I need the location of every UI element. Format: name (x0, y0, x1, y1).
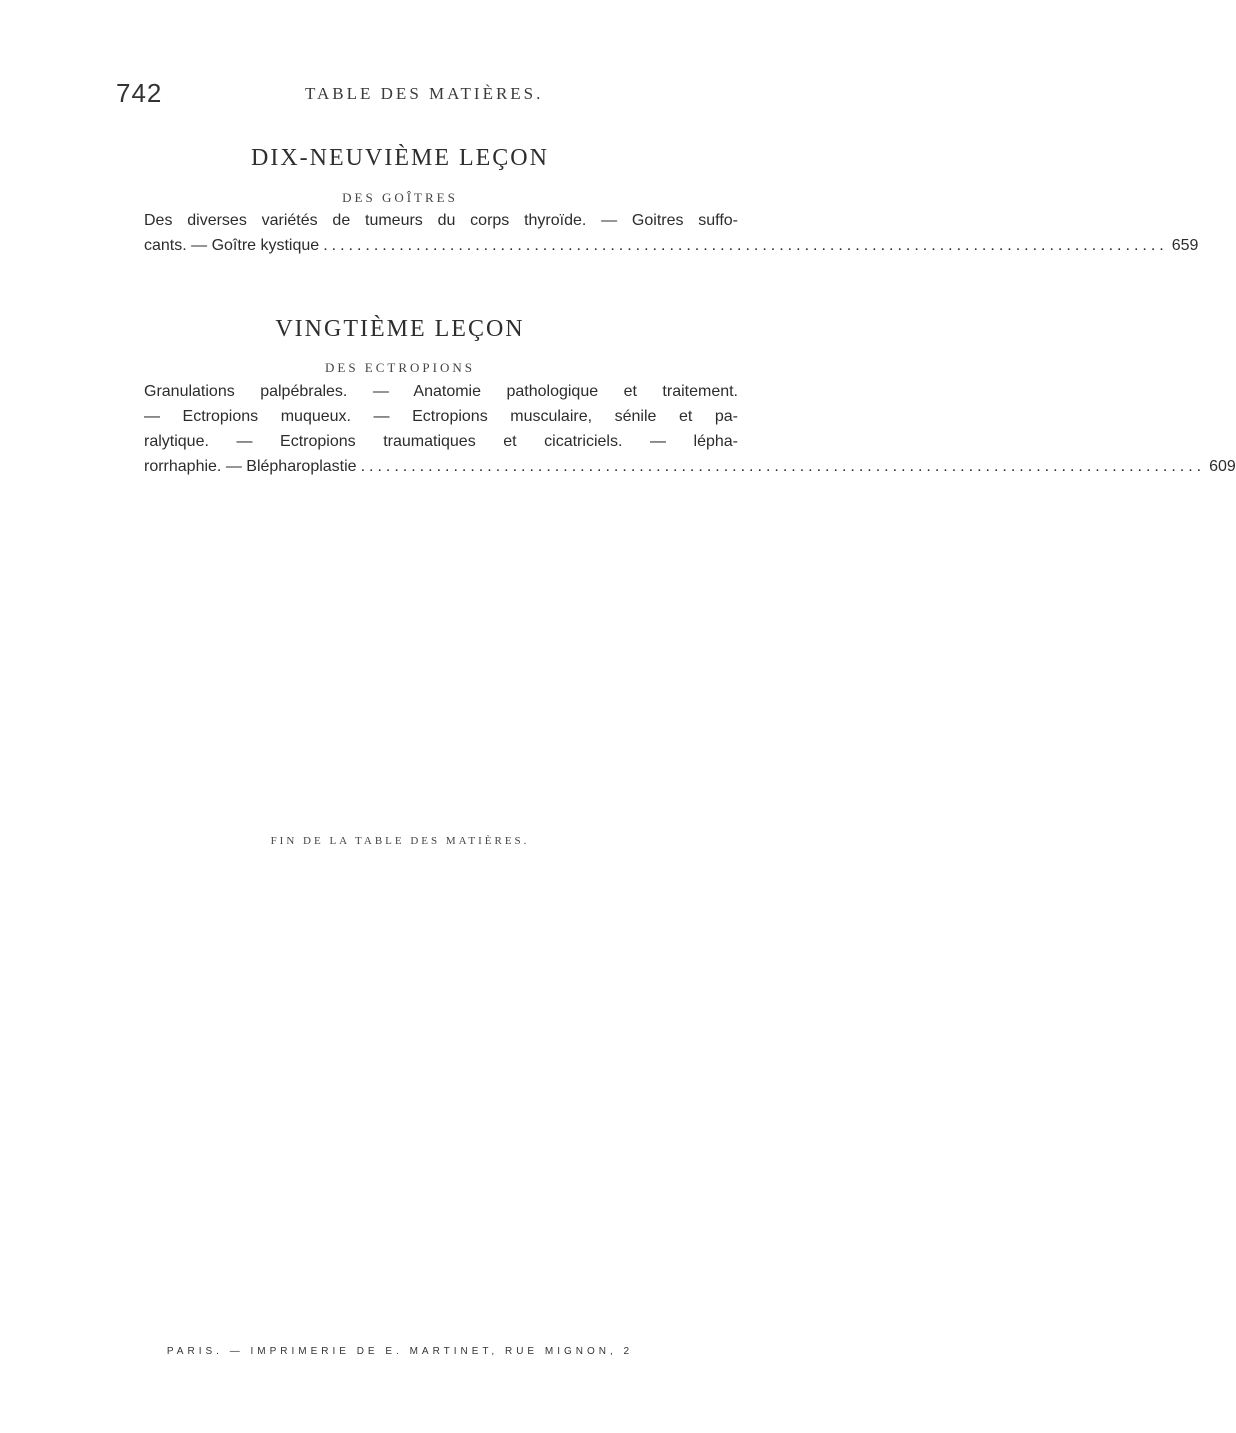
toc-entry-lesson-19 (144, 208, 1199, 258)
end-of-table-note: FIN DE LA TABLE DES MATIÈRES. (270, 835, 530, 847)
entry-line: — Ectropions muqueux. — Ectropions musculaire, sénile et pa- (144, 408, 738, 425)
entry-last-line (144, 454, 1236, 479)
entry-line: Granulations palpébrales. — Anatomie pathologique et traitement. (144, 383, 738, 400)
entry-line: cants. — Goître kystique (144, 237, 320, 254)
toc-entry-lesson-20 (144, 379, 1236, 479)
entry-line: Des diverses variétés de tumeurs du corps thyroïde. — Goitres suffo- (144, 212, 738, 229)
section-title-lesson-19: DIX-NEUVIÈME LEÇON (251, 145, 549, 171)
page-reference: 609 (1209, 458, 1236, 475)
section-subtitle-lesson-20: DES ECTROPIONS (325, 360, 475, 375)
leader-dots: .................................................................................................... (323, 237, 1168, 254)
printer-imprint: PARIS. — IMPRIMERIE DE E. MARTINET, RUE MIGNON, 2 (166, 1346, 634, 1357)
section-subtitle-lesson-19: DES GOÎTRES (342, 190, 458, 205)
page-header (0, 78, 800, 108)
entry-last-line (144, 233, 1199, 258)
running-title: TABLE DES MATIÈRES. (305, 84, 544, 103)
section-title-lesson-20: VINGTIÈME LEÇON (275, 316, 525, 342)
entry-line: rorrhaphie. — Blépharoplastie (144, 458, 357, 475)
page-reference: 659 (1171, 237, 1199, 254)
page-number: 742 (116, 78, 163, 108)
entry-line: ralytique. — Ectropions traumatiques et cicatriciels. — lépha- (144, 433, 738, 450)
leader-dots: .................................................................................................... (360, 458, 1206, 475)
